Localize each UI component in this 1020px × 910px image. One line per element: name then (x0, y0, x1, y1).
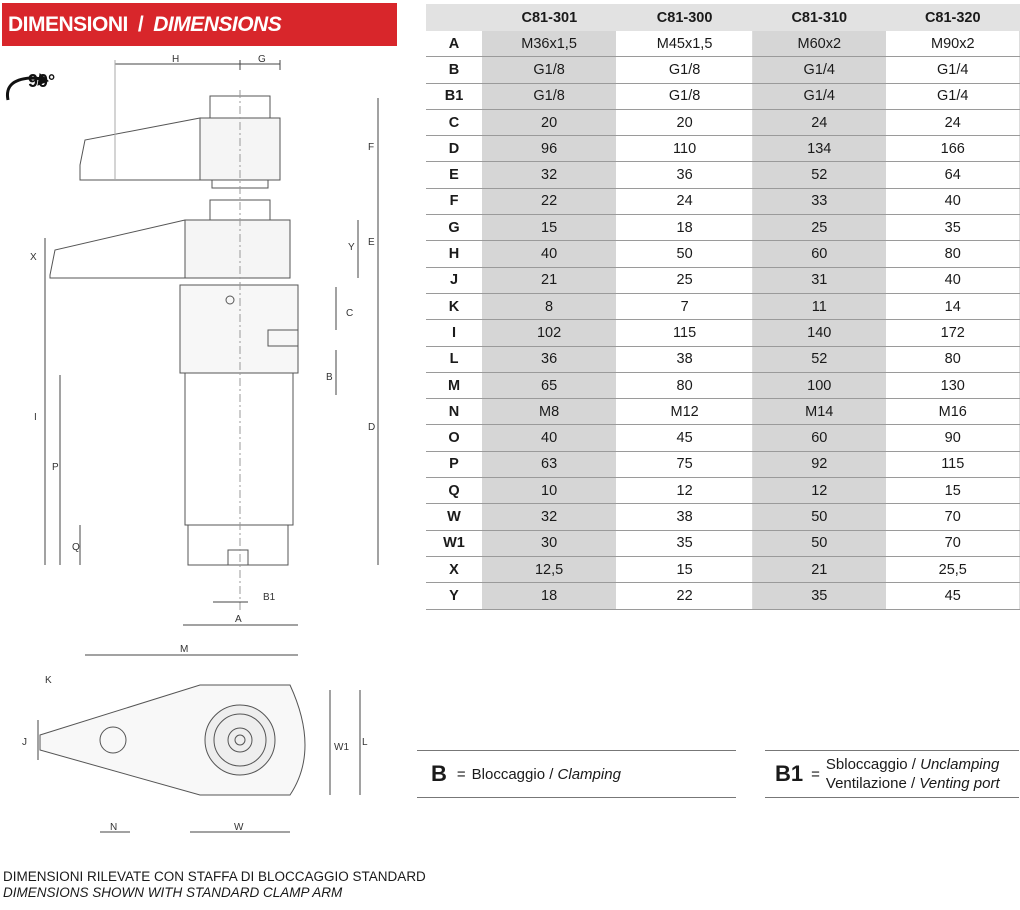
legend-b1-line1-it: Sbloccaggio / (825, 756, 916, 773)
table-cell: 80 (617, 372, 753, 398)
table-cell: M8 (482, 399, 617, 425)
table-cell: 40 (482, 425, 617, 451)
header-title-it: DIMENSIONI (8, 12, 128, 36)
table-cell: 64 (886, 162, 1020, 188)
dimensions-table (426, 4, 1020, 610)
table-cell: M60x2 (753, 31, 886, 57)
table-cell: 25 (617, 267, 753, 293)
table-cell: 11 (753, 293, 886, 319)
table-cell: 50 (753, 530, 886, 556)
table-cell: 60 (753, 241, 886, 267)
table-row (426, 267, 1020, 293)
legend-text-b (472, 765, 621, 784)
row-label: B1 (426, 83, 482, 109)
table-cell: 35 (617, 530, 753, 556)
table-cell: 80 (886, 346, 1020, 372)
table-cell: 115 (617, 320, 753, 346)
row-label: O (426, 425, 482, 451)
table-row (426, 188, 1020, 214)
table-cell: 45 (617, 425, 753, 451)
table-row (426, 31, 1020, 57)
dim-label-h: H (172, 54, 180, 65)
row-label: N (426, 399, 482, 425)
row-label: A (426, 31, 482, 57)
dim-label-y: Y (348, 242, 355, 253)
column-header: C81-320 (886, 4, 1020, 31)
row-label: K (426, 293, 482, 319)
table-cell: 50 (753, 504, 886, 530)
table-cell: 96 (482, 136, 617, 162)
header-separator: / (137, 12, 144, 36)
table-row (426, 346, 1020, 372)
table-cell: 70 (886, 530, 1020, 556)
column-header: C81-300 (617, 4, 753, 31)
table-cell: G1/8 (617, 57, 753, 83)
table-cell: 15 (617, 556, 753, 582)
table-row (426, 504, 1020, 530)
column-header: C81-310 (753, 4, 886, 31)
technical-drawing (0, 50, 400, 850)
table-row (426, 109, 1020, 135)
table-cell: 25 (753, 215, 886, 241)
table-cell: 24 (753, 109, 886, 135)
table-cell: M90x2 (886, 31, 1020, 57)
table-cell: 60 (753, 425, 886, 451)
table-row (426, 530, 1020, 556)
table-header-row (426, 4, 1020, 31)
table-cell: 22 (482, 188, 617, 214)
dim-label-w1: W1 (334, 742, 349, 753)
table-cell: 12 (753, 478, 886, 504)
table-cell: 14 (886, 293, 1020, 319)
row-label: P (426, 451, 482, 477)
row-label: E (426, 162, 482, 188)
table-cell: M14 (753, 399, 886, 425)
table-cell: M45x1,5 (617, 31, 753, 57)
legend-clamping (417, 750, 736, 798)
legend-b1-line2-en: Venting port (919, 775, 1000, 792)
dim-label-c: C (346, 308, 354, 319)
legend-symbol-b1: B1 (775, 761, 804, 786)
table-cell: 7 (617, 293, 753, 319)
legend-b-en: Clamping (557, 765, 621, 783)
table-cell: 18 (482, 583, 617, 609)
table-cell: 130 (886, 372, 1020, 398)
row-label: X (426, 556, 482, 582)
table-cell: G1/8 (617, 83, 753, 109)
table-cell: 24 (617, 188, 753, 214)
table-cell: 12,5 (482, 556, 617, 582)
footer-line-en: DIMENSIONS SHOWN WITH STANDARD CLAMP ARM (3, 885, 343, 900)
legend-b-it: Bloccaggio / (471, 765, 554, 783)
table-cell: 20 (617, 109, 753, 135)
legend-equals: = (456, 765, 466, 783)
table-row (426, 162, 1020, 188)
legend-symbol-b: B (431, 761, 447, 786)
table-row (426, 241, 1020, 267)
table-cell: 166 (886, 136, 1020, 162)
row-label: L (426, 346, 482, 372)
table-cell: 8 (482, 293, 617, 319)
table-row (426, 293, 1020, 319)
dim-label-i: I (34, 412, 37, 423)
table-cell: 15 (482, 215, 617, 241)
dim-label-g: G (258, 54, 266, 65)
drawing-svg (0, 50, 400, 850)
table-cell: 80 (886, 241, 1020, 267)
table-cell: 18 (617, 215, 753, 241)
table-cell: 45 (886, 583, 1020, 609)
dim-label-q: Q (72, 542, 80, 553)
table-cell: 52 (753, 346, 886, 372)
header-title-en: DIMENSIONS (153, 12, 282, 36)
table-cell: 100 (753, 372, 886, 398)
table-cell: 110 (617, 136, 753, 162)
table-cell: 92 (753, 451, 886, 477)
table-cell: G1/8 (482, 57, 617, 83)
table-cell: 24 (886, 109, 1020, 135)
legend-b1-line1-en: Unclamping (920, 756, 1000, 773)
legend-unclamping (765, 750, 1019, 798)
table-cell: 75 (617, 451, 753, 477)
table-cell: 40 (886, 188, 1020, 214)
dim-label-b: B (326, 372, 333, 383)
row-label: Y (426, 583, 482, 609)
table-cell: 38 (617, 346, 753, 372)
row-label: B (426, 57, 482, 83)
table-row (426, 556, 1020, 582)
dim-label-a: A (235, 614, 242, 625)
table-cell: 90 (886, 425, 1020, 451)
legend-b1-line2-it: Ventilazione / (825, 775, 916, 792)
dim-label-m: M (180, 644, 189, 655)
table-row (426, 57, 1020, 83)
table-cell: 134 (753, 136, 886, 162)
row-label: I (426, 320, 482, 346)
table-cell: G1/4 (886, 57, 1020, 83)
table-cell: 32 (482, 162, 617, 188)
table-header-corner (426, 4, 482, 31)
legend-text-b1 (826, 755, 1000, 793)
table-cell: 40 (482, 241, 617, 267)
table-cell: 15 (886, 478, 1020, 504)
table-row (426, 399, 1020, 425)
table-cell: 21 (482, 267, 617, 293)
dim-label-n: N (110, 822, 118, 833)
dim-label-x: X (30, 252, 37, 263)
dim-label-l: L (362, 737, 368, 748)
table-row (426, 478, 1020, 504)
dim-label-p: P (52, 462, 59, 473)
table-cell: 50 (617, 241, 753, 267)
table-cell: 35 (886, 215, 1020, 241)
table-row (426, 215, 1020, 241)
dim-label-k: K (45, 675, 52, 686)
table-cell: 12 (617, 478, 753, 504)
table-cell: 31 (753, 267, 886, 293)
table-cell: 36 (617, 162, 753, 188)
table-cell: 35 (753, 583, 886, 609)
row-label: J (426, 267, 482, 293)
table-cell: 70 (886, 504, 1020, 530)
table-row (426, 451, 1020, 477)
table-cell: 21 (753, 556, 886, 582)
table-cell: 30 (482, 530, 617, 556)
dim-label-w: W (234, 822, 244, 833)
table-cell: 33 (753, 188, 886, 214)
dim-label-f: F (368, 142, 375, 153)
row-label: D (426, 136, 482, 162)
table-cell: 38 (617, 504, 753, 530)
row-label: W (426, 504, 482, 530)
table-cell: 140 (753, 320, 886, 346)
table-cell: 63 (482, 451, 617, 477)
table-row (426, 425, 1020, 451)
table-cell: 20 (482, 109, 617, 135)
table-cell: 115 (886, 451, 1020, 477)
row-label: M (426, 372, 482, 398)
row-label: W1 (426, 530, 482, 556)
section-header (2, 3, 397, 46)
table-cell: 102 (482, 320, 617, 346)
table-cell: 40 (886, 267, 1020, 293)
table-cell: 10 (482, 478, 617, 504)
table-cell: M36x1,5 (482, 31, 617, 57)
row-label: F (426, 188, 482, 214)
table-row (426, 136, 1020, 162)
table-row (426, 583, 1020, 609)
table-cell: G1/4 (886, 83, 1020, 109)
row-label: C (426, 109, 482, 135)
table-row (426, 372, 1020, 398)
table-cell: 32 (482, 504, 617, 530)
table-cell: G1/4 (753, 57, 886, 83)
row-label: G (426, 215, 482, 241)
rotation-label: 90° (28, 71, 56, 91)
row-label: H (426, 241, 482, 267)
table-cell: M16 (886, 399, 1020, 425)
column-header: C81-301 (482, 4, 617, 31)
dim-label-j: J (22, 737, 27, 748)
table-row (426, 320, 1020, 346)
table-cell: 22 (617, 583, 753, 609)
dim-label-e: E (368, 237, 375, 248)
table-cell: 65 (482, 372, 617, 398)
table-cell: 52 (753, 162, 886, 188)
row-label: Q (426, 478, 482, 504)
legend-equals: = (811, 765, 820, 783)
table-cell: 172 (886, 320, 1020, 346)
footer-line-it: DIMENSIONI RILEVATE CON STAFFA DI BLOCCAGGIO STANDARD (3, 869, 426, 884)
table-cell: G1/8 (482, 83, 617, 109)
dim-label-d: D (368, 422, 376, 433)
table-cell: G1/4 (753, 83, 886, 109)
table-cell: 25,5 (886, 556, 1020, 582)
dim-label-b1: B1 (263, 592, 276, 603)
table-cell: 36 (482, 346, 617, 372)
table-row (426, 83, 1020, 109)
table-cell: M12 (617, 399, 753, 425)
footer-note (3, 869, 426, 901)
table-body (426, 31, 1020, 609)
